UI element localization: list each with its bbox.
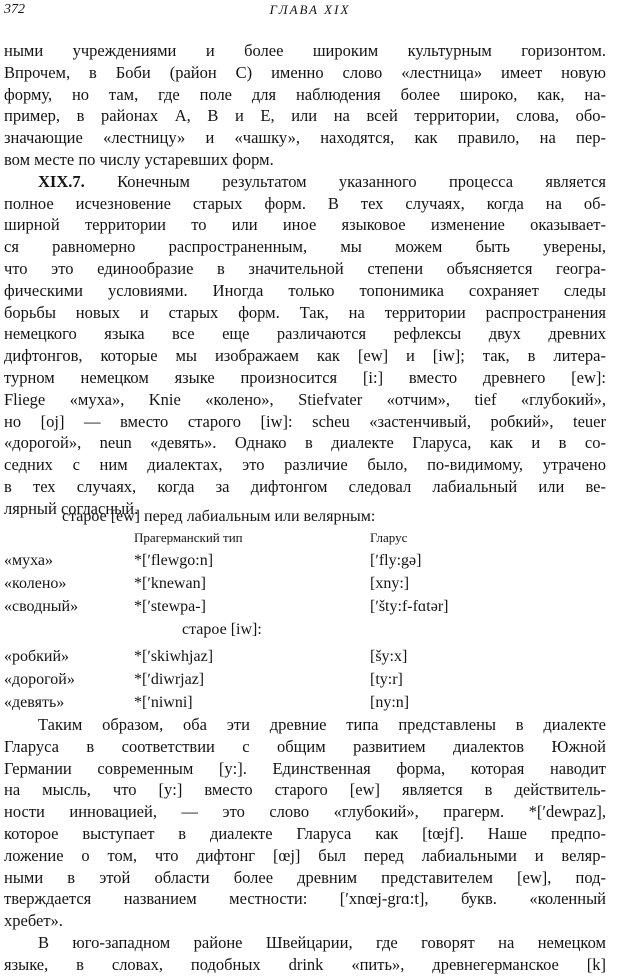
text-line: лярный согласный.: [4, 498, 139, 518]
section-number: XIX.7.: [38, 171, 85, 191]
glarus-cell: [ʹšty:f-fɑtər]: [370, 598, 449, 615]
text-line: тверждается названием местности: [ʹxnœj-grɑ:t], букв. «коленный: [4, 889, 606, 909]
text-line: Впрочем, в Боби (район С) именно слово «лестница» имеет новую: [4, 62, 606, 82]
section-first-text: Конечным результатом указанного процесса является: [117, 171, 606, 191]
text-line: хребет».: [4, 911, 63, 931]
text-line: ложение о том, что дифтонг [œj] был перед лабиальными и веляр-: [4, 845, 606, 865]
glarus-cell: [ʹfly:gə]: [370, 552, 422, 569]
proto-cell: *[ʹskiwhjaz]: [134, 648, 214, 665]
page-header: [0, 2, 620, 22]
text-line: Таким образом, оба эти древние типа представлены в диалекте: [38, 715, 606, 734]
text-line: значающие «лестницу» и «чашку», находятся, как правило, на пер-: [4, 128, 606, 148]
text-block-top: [4, 40, 606, 520]
section-first-line: [4, 171, 606, 193]
paragraph-3: [4, 714, 606, 932]
table-row: [0, 646, 620, 668]
text-line: ширной территории то или иное языковое изменение оказывает-: [4, 215, 606, 235]
text-line: турном немецком языке произносится [i:] вместо древнего [ew]:: [4, 367, 606, 387]
paragraph-4: [4, 932, 606, 976]
table-row: [0, 669, 620, 691]
text-line: ными учреждениями и более широким культурным горизонтом.: [4, 41, 606, 60]
glarus-cell: [ny:n]: [370, 694, 410, 711]
text-line: но [oj] — вместо старого [iw]: scheu «застенчивый, робкий», teuer: [4, 411, 606, 431]
proto-cell: *[ʹniwni]: [134, 694, 193, 711]
text-line: ными в этой области более древним представителем [ew], под-: [4, 867, 606, 887]
text-line: борьбы новых и старых форм. Так, на территории распространения: [4, 302, 606, 322]
gloss-cell: «сводный»: [4, 598, 79, 615]
column-header-glarus: Гларус: [370, 530, 408, 545]
text-line: форму, но там, где поле для наблюдения более широко, как, на-: [4, 84, 606, 104]
table-row: [0, 573, 620, 595]
text-line: в тех случаях, когда за дифтонгом следовал лабиальный или ве-: [4, 476, 606, 496]
glarus-cell: [xny:]: [370, 575, 410, 592]
text-line: фическими условиями. Иногда только топонимика сохраняет следы: [4, 280, 606, 300]
text-line: пример, в районах А, В и Е, или на всей территории, слова, обо-: [4, 106, 606, 126]
text-block-bottom: [4, 714, 606, 976]
text-line: языке, в словах, подобных drink «пить», древнегерманское [k]: [4, 954, 606, 974]
paragraph-1: [4, 40, 606, 171]
column-header-proto: Прагерманский тип: [134, 530, 243, 545]
proto-cell: *[ʹdiwrjaz]: [134, 671, 205, 688]
text-line: вом месте по числу устаревших форм.: [4, 149, 274, 169]
text-line: на мысль, что [y:] вместо старого [ew] является в действитель-: [4, 780, 606, 800]
text-line: ности инновацией, — это слово «глубокий», прагерм. *[ʹdewpaz],: [4, 802, 606, 822]
running-head: ГЛАВА XIX: [269, 2, 351, 17]
table-caption-ew: старое [ew] перед лабиальным или велярным:: [62, 508, 376, 525]
text-line: ся равномерно распространенным, мы можем быть уверены,: [4, 237, 606, 257]
text-line: Германии современным [y:]. Единственная форма, которая наводит: [4, 758, 606, 778]
gloss-cell: «дорогой»: [4, 671, 75, 688]
gloss-cell: «девять»: [4, 694, 65, 711]
table-caption-iw: старое [iw]:: [182, 621, 262, 638]
text-line: седних с ним диалектах, это различие было, по-видимому, утрачено: [4, 455, 606, 475]
text-line: В юго-западном районе Швейцарии, где говорят на немецком: [38, 932, 606, 952]
text-line: немецкого языка все еще различаются рефлексы двух древних: [4, 324, 606, 344]
glarus-cell: [ty:r]: [370, 671, 403, 688]
table-row: [0, 596, 620, 618]
text-line: которое выступает в диалекте Гларуса как [tœjf]. Наше предпо-: [4, 823, 606, 843]
table-row: [0, 692, 620, 714]
section-xix-7: [4, 171, 606, 520]
page-number: 372: [4, 2, 25, 17]
proto-cell: *[ʹflewgo:n]: [134, 552, 214, 569]
gloss-cell: «колено»: [4, 575, 67, 592]
table-row: [0, 550, 620, 572]
proto-cell: *[ʹstewpa-]: [134, 598, 206, 615]
text-line: полное исчезновение старых форм. В тех случаях, когда на об-: [4, 193, 606, 213]
gloss-cell: «робкий»: [4, 648, 70, 665]
glarus-cell: [šy:x]: [370, 648, 408, 665]
text-line: Fliege «муха», Knie «колено», Stiefvater «отчим», tief «глубокий»,: [4, 389, 606, 409]
text-line: дифтонгов, которые мы изображаем как [ew] и [iw]; так, в литера-: [4, 346, 606, 366]
text-line: Гларуса в соответствии с общим развитием диалектов Южной: [4, 736, 606, 756]
text-line: «дорогой», neun «девять». Однако в диалекте Гларуса, как и в со-: [4, 433, 606, 453]
proto-cell: *[ʹknewan]: [134, 575, 206, 592]
text-line: что это единообразие в значительной степени объясняется геогра-: [4, 258, 606, 278]
gloss-cell: «муха»: [4, 552, 54, 569]
